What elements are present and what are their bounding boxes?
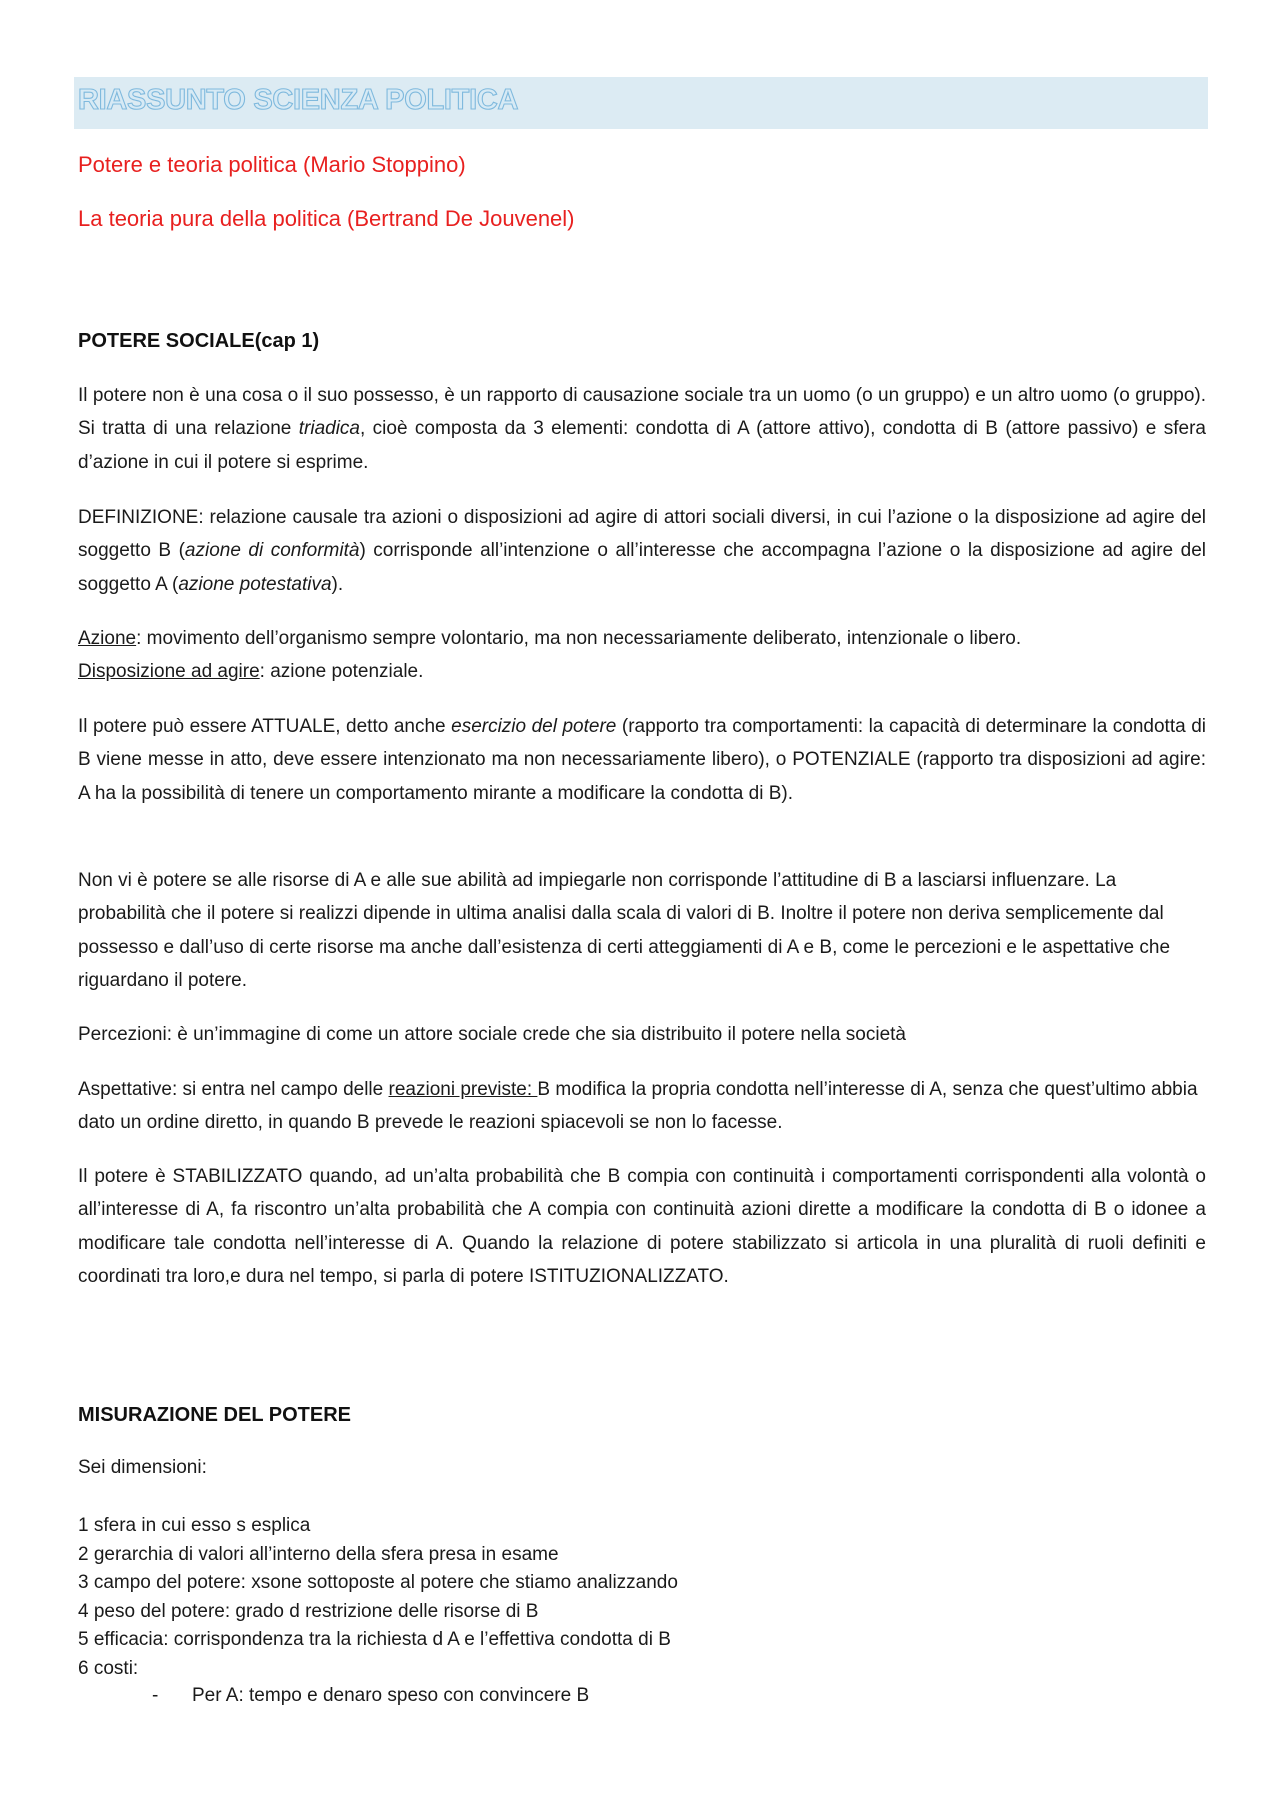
bullet-dash: - (152, 1685, 159, 1706)
paragraph-potere-definition: Il potere non è una cosa o il suo possesso, è un rapporto di causazione sociale tra un uomo (o un gruppo) e un altro uomo (o gruppo). Si tratta di una relazione triadica, cioè composta da 3 elementi: condotta di A (attore attivo), condotta di B (attore passivo) e sfera d’azione in cui il potere si esprime. (78, 385, 1206, 473)
section-heading-misurazione: MISURAZIONE DEL POTERE (78, 1404, 351, 1426)
paragraph-percezioni: Percezioni: è un’immagine di come un attore sociale crede che sia distribuito il potere nella società (78, 1024, 906, 1045)
paragraph-attuale-potenziale: Il potere può essere ATTUALE, detto anche esercizio del potere (rapporto tra comportamenti: la capacità di determinare la condotta di B viene messe in atto, deve essere intenzionato ma non necessariamente libero), o POTENZIALE (rapporto tra disposizioni ad agire: A ha la possibilità di tenere un comportamento mirante a modificare la condotta di B). (78, 716, 1206, 804)
costi-sub-item (152, 1685, 589, 1707)
list-item: 2 gerarchia di valori all’interno della sfera presa in esame (78, 1543, 559, 1565)
document-title: RIASSUNTO SCIENZA POLITICA (78, 84, 519, 116)
paragraph-definizione: DEFINIZIONE: relazione causale tra azioni o disposizioni ad agire di attori sociali diversi, in cui l’azione o la disposizione ad agire del soggetto B (azione di conformità) corrisponde all’intenzione o all’interesse che accompagna l’azione o la disposizione ad agire del soggetto A (azione potestativa). (78, 507, 1206, 595)
dimensions-list (78, 1512, 678, 1684)
list-item: 3 campo del potere: xsone sottoposte al potere che stiamo analizzando (78, 1572, 678, 1594)
list-item: 1 sfera in cui esso s esplica (78, 1515, 311, 1536)
title-banner (74, 77, 1208, 129)
section-heading-potere-sociale: POTERE SOCIALE(cap 1) (78, 330, 320, 352)
list-item: 5 efficacia: corrispondenza tra la richiesta d A e l’effettiva condotta di B (78, 1629, 671, 1651)
sub-item-text: Per A: tempo e denaro speso con convincere B (192, 1685, 590, 1706)
paragraph-risorse: Non vi è potere se alle risorse di A e alle sue abilità ad impiegarle non corrisponde l’attitudine di B a lasciarsi influenzare. La probabilità che il potere si realizzi dipende in ultima analisi dalla scala di valori di B. Inoltre il potere non deriva semplicemente dal possesso e dall’uso di certe risorse ma anche dall’esistenza di certi atteggiamenti di A e B, come le percezioni e le aspettative che riguardano il potere. (78, 870, 1171, 991)
list-item: 4 peso del potere: grado d restrizione delle risorse di B (78, 1600, 539, 1622)
paragraph-stabilizzato: Il potere è STABILIZZATO quando, ad un’alta probabilità che B compia con continuità i comportamenti corrispondenti alla volontà o all’interesse di A, fa riscontro un’alta probabilità che A compia con continuità azioni dirette a modificare la condotta di B o idonee a modificare tale condotta nell’interesse di A. Quando la relazione di potere stabilizzato si articola in una pluralità di ruoli definiti e coordinati tra loro,e dura nel tempo, si parla di potere ISTITUZIONALIZZATO. (78, 1166, 1206, 1287)
paragraph-azione: Azione: movimento dell’organismo sempre volontario, ma non necessariamente deliberato, intenzionale o libero. Disposizione ad agire: azione potenziale. (78, 628, 1022, 683)
source-reference-2: La teoria pura della politica (Bertrand De Jouvenel) (78, 206, 575, 231)
paragraph-aspettative: Aspettative: si entra nel campo delle reazioni previste: B modifica la propria condotta nell’interesse di A, senza che quest’ultimo abbia dato un ordine diretto, in quando B prevede le reazioni spiacevoli se non lo facesse. (78, 1079, 1198, 1134)
source-reference-1: Potere e teoria politica (Mario Stoppino) (78, 152, 466, 177)
list-item: 6 costi: (78, 1657, 139, 1679)
paragraph-sei-dimensioni: Sei dimensioni: (78, 1457, 207, 1478)
